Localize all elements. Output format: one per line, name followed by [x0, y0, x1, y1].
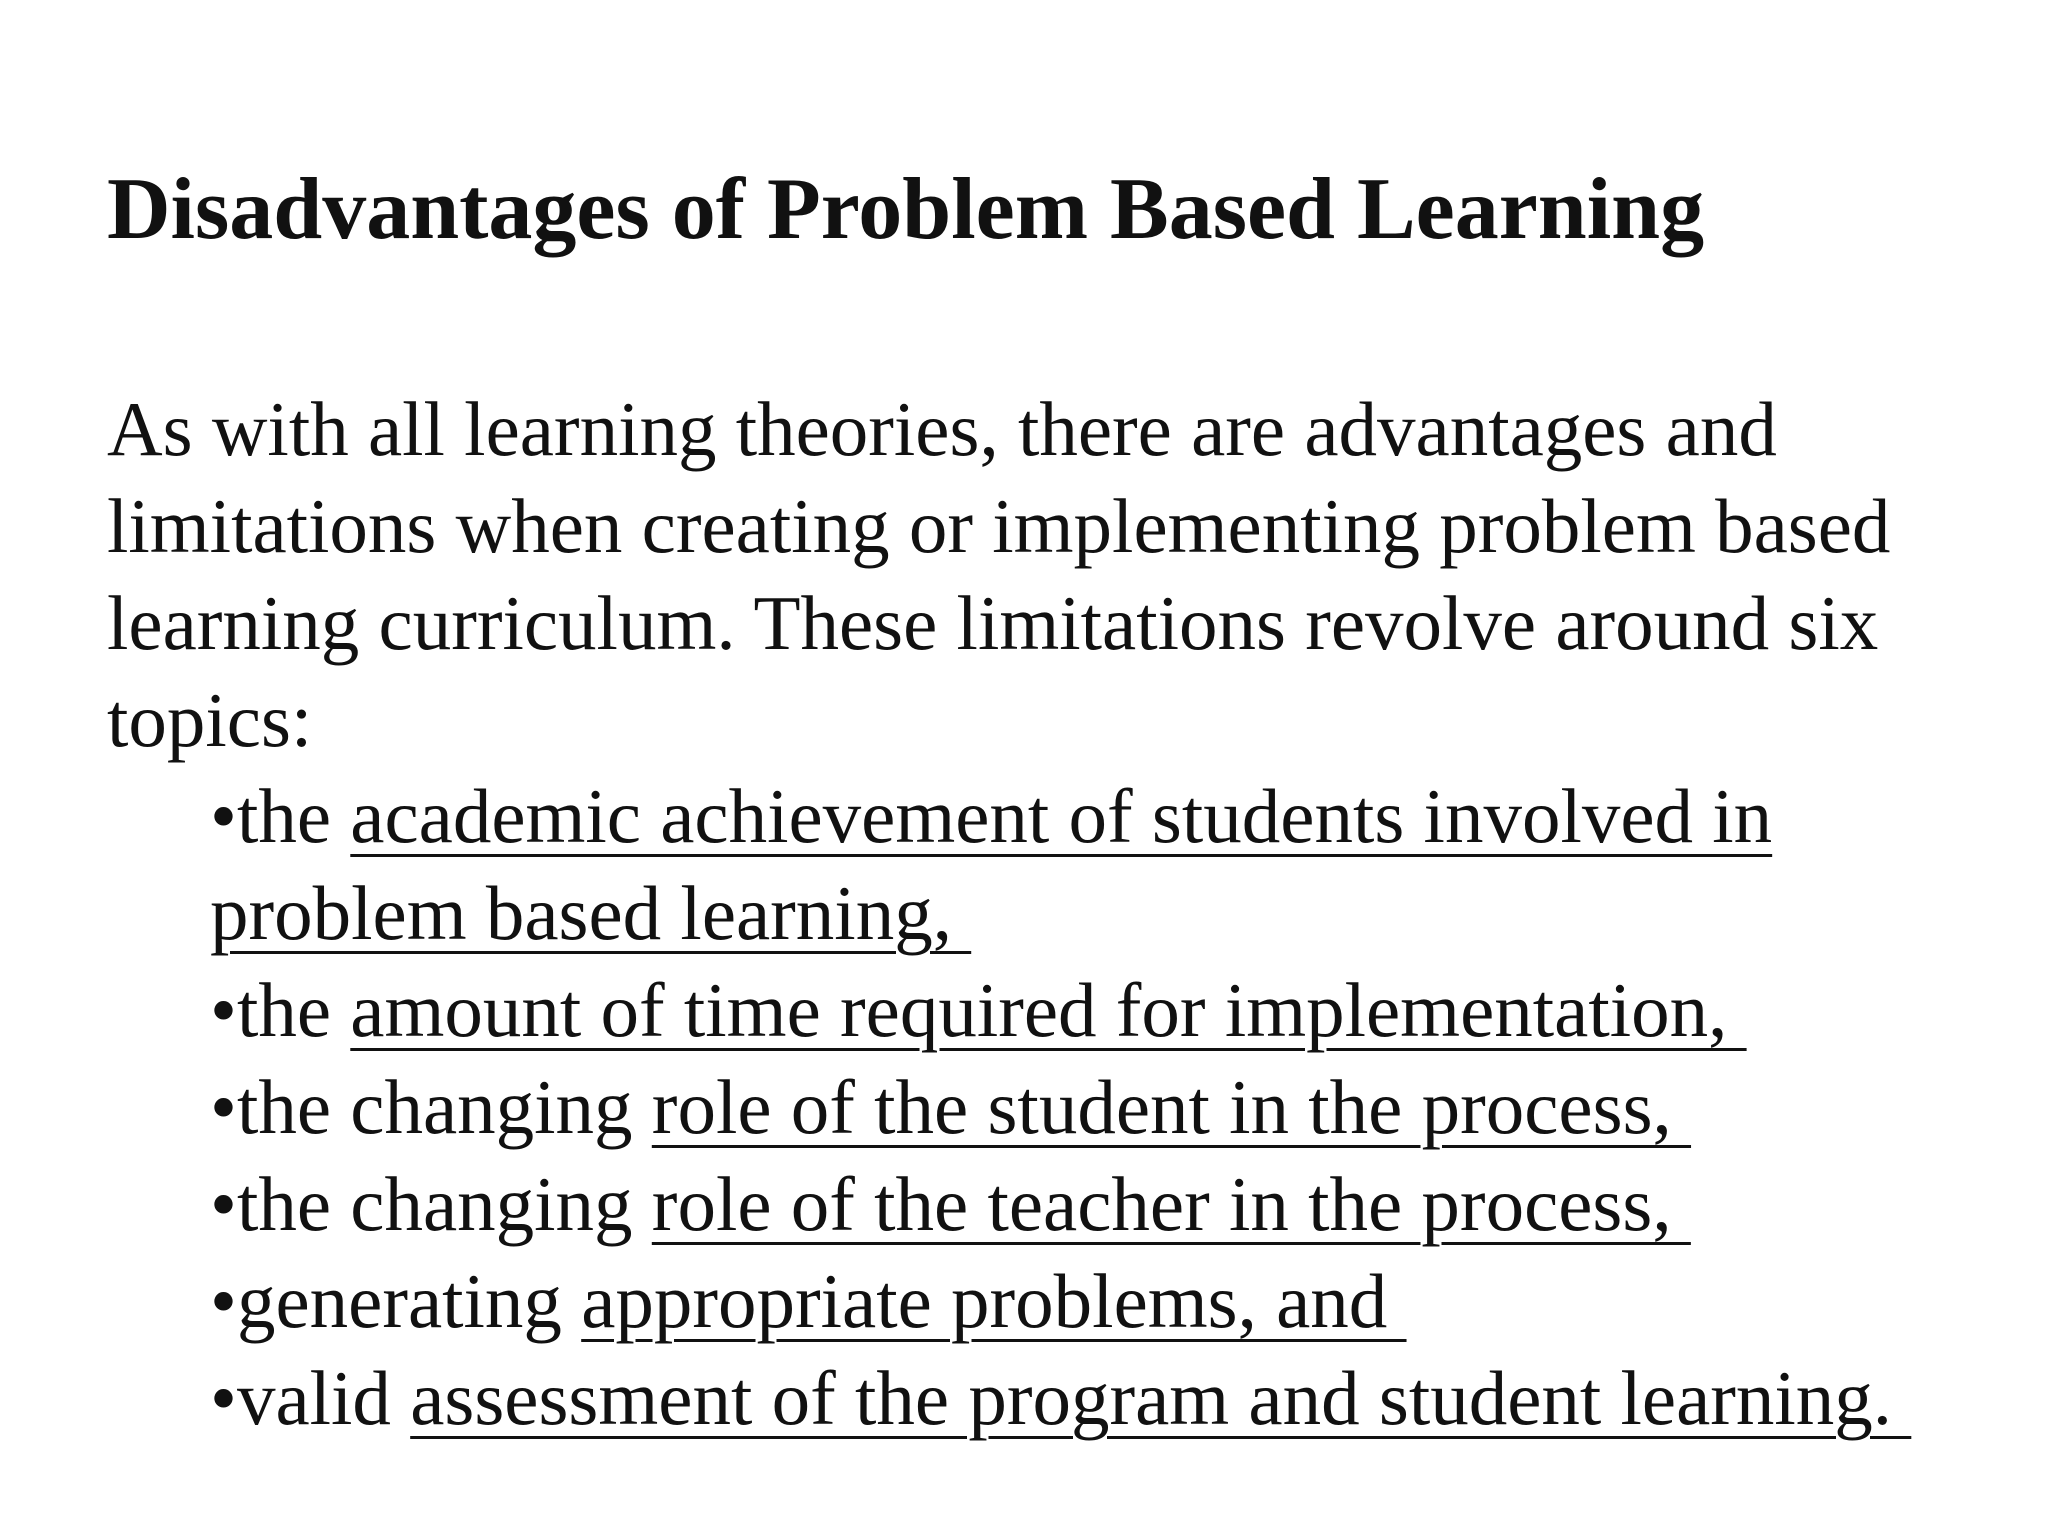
topic-row	[210, 1156, 2020, 1253]
topic-link-text: appropriate problems, and	[581, 1258, 1407, 1344]
topic-prefix: the	[236, 967, 351, 1053]
topic-item-appropriate-problems	[210, 1253, 2020, 1350]
bullet-icon: •	[210, 1258, 237, 1344]
topic-row	[210, 768, 2020, 865]
intro-line: learning curriculum. These limitations revolve around six	[107, 580, 1879, 666]
topic-row	[210, 1350, 2020, 1447]
topic-item-teacher-role	[210, 1156, 2020, 1253]
topic-item-assessment	[210, 1350, 2020, 1447]
topic-link-text: amount of time required for implementation,	[350, 967, 1747, 1053]
slide-title: Disadvantages of Problem Based Learning	[107, 161, 1705, 258]
bullet-icon: •	[210, 773, 237, 859]
topic-row	[210, 1059, 2020, 1156]
topic-prefix: the changing	[236, 1161, 652, 1247]
topic-item-student-role	[210, 1059, 2020, 1156]
topics-list	[210, 768, 2020, 1447]
intro-line: As with all learning theories, there are advantages and	[107, 386, 1777, 472]
bullet-icon: •	[210, 1161, 237, 1247]
bullet-icon: •	[210, 967, 237, 1053]
intro-paragraph	[107, 381, 2007, 769]
topic-link-text: role of the student in the process,	[651, 1064, 1692, 1150]
intro-line: topics:	[107, 677, 313, 763]
topic-link-text: problem based learning,	[210, 870, 972, 956]
topic-row	[210, 1253, 2020, 1350]
topic-prefix: valid	[236, 1355, 411, 1441]
bullet-icon: •	[210, 1355, 237, 1441]
topic-prefix: generating	[236, 1258, 582, 1344]
topic-item-academic-achievement	[210, 768, 2020, 962]
topic-row	[210, 865, 2020, 962]
intro-line: limitations when creating or implementing problem based	[107, 483, 1891, 569]
topic-link-text: academic achievement of students involved in	[350, 773, 1773, 859]
bullet-icon: •	[210, 1064, 237, 1150]
topic-row	[210, 962, 2020, 1059]
topic-link-text: role of the teacher in the process,	[651, 1161, 1691, 1247]
topic-link-text: assessment of the program and student learning.	[410, 1355, 1912, 1441]
topic-item-time-required	[210, 962, 2020, 1059]
topic-prefix: the changing	[236, 1064, 652, 1150]
topic-prefix: the	[236, 773, 351, 859]
